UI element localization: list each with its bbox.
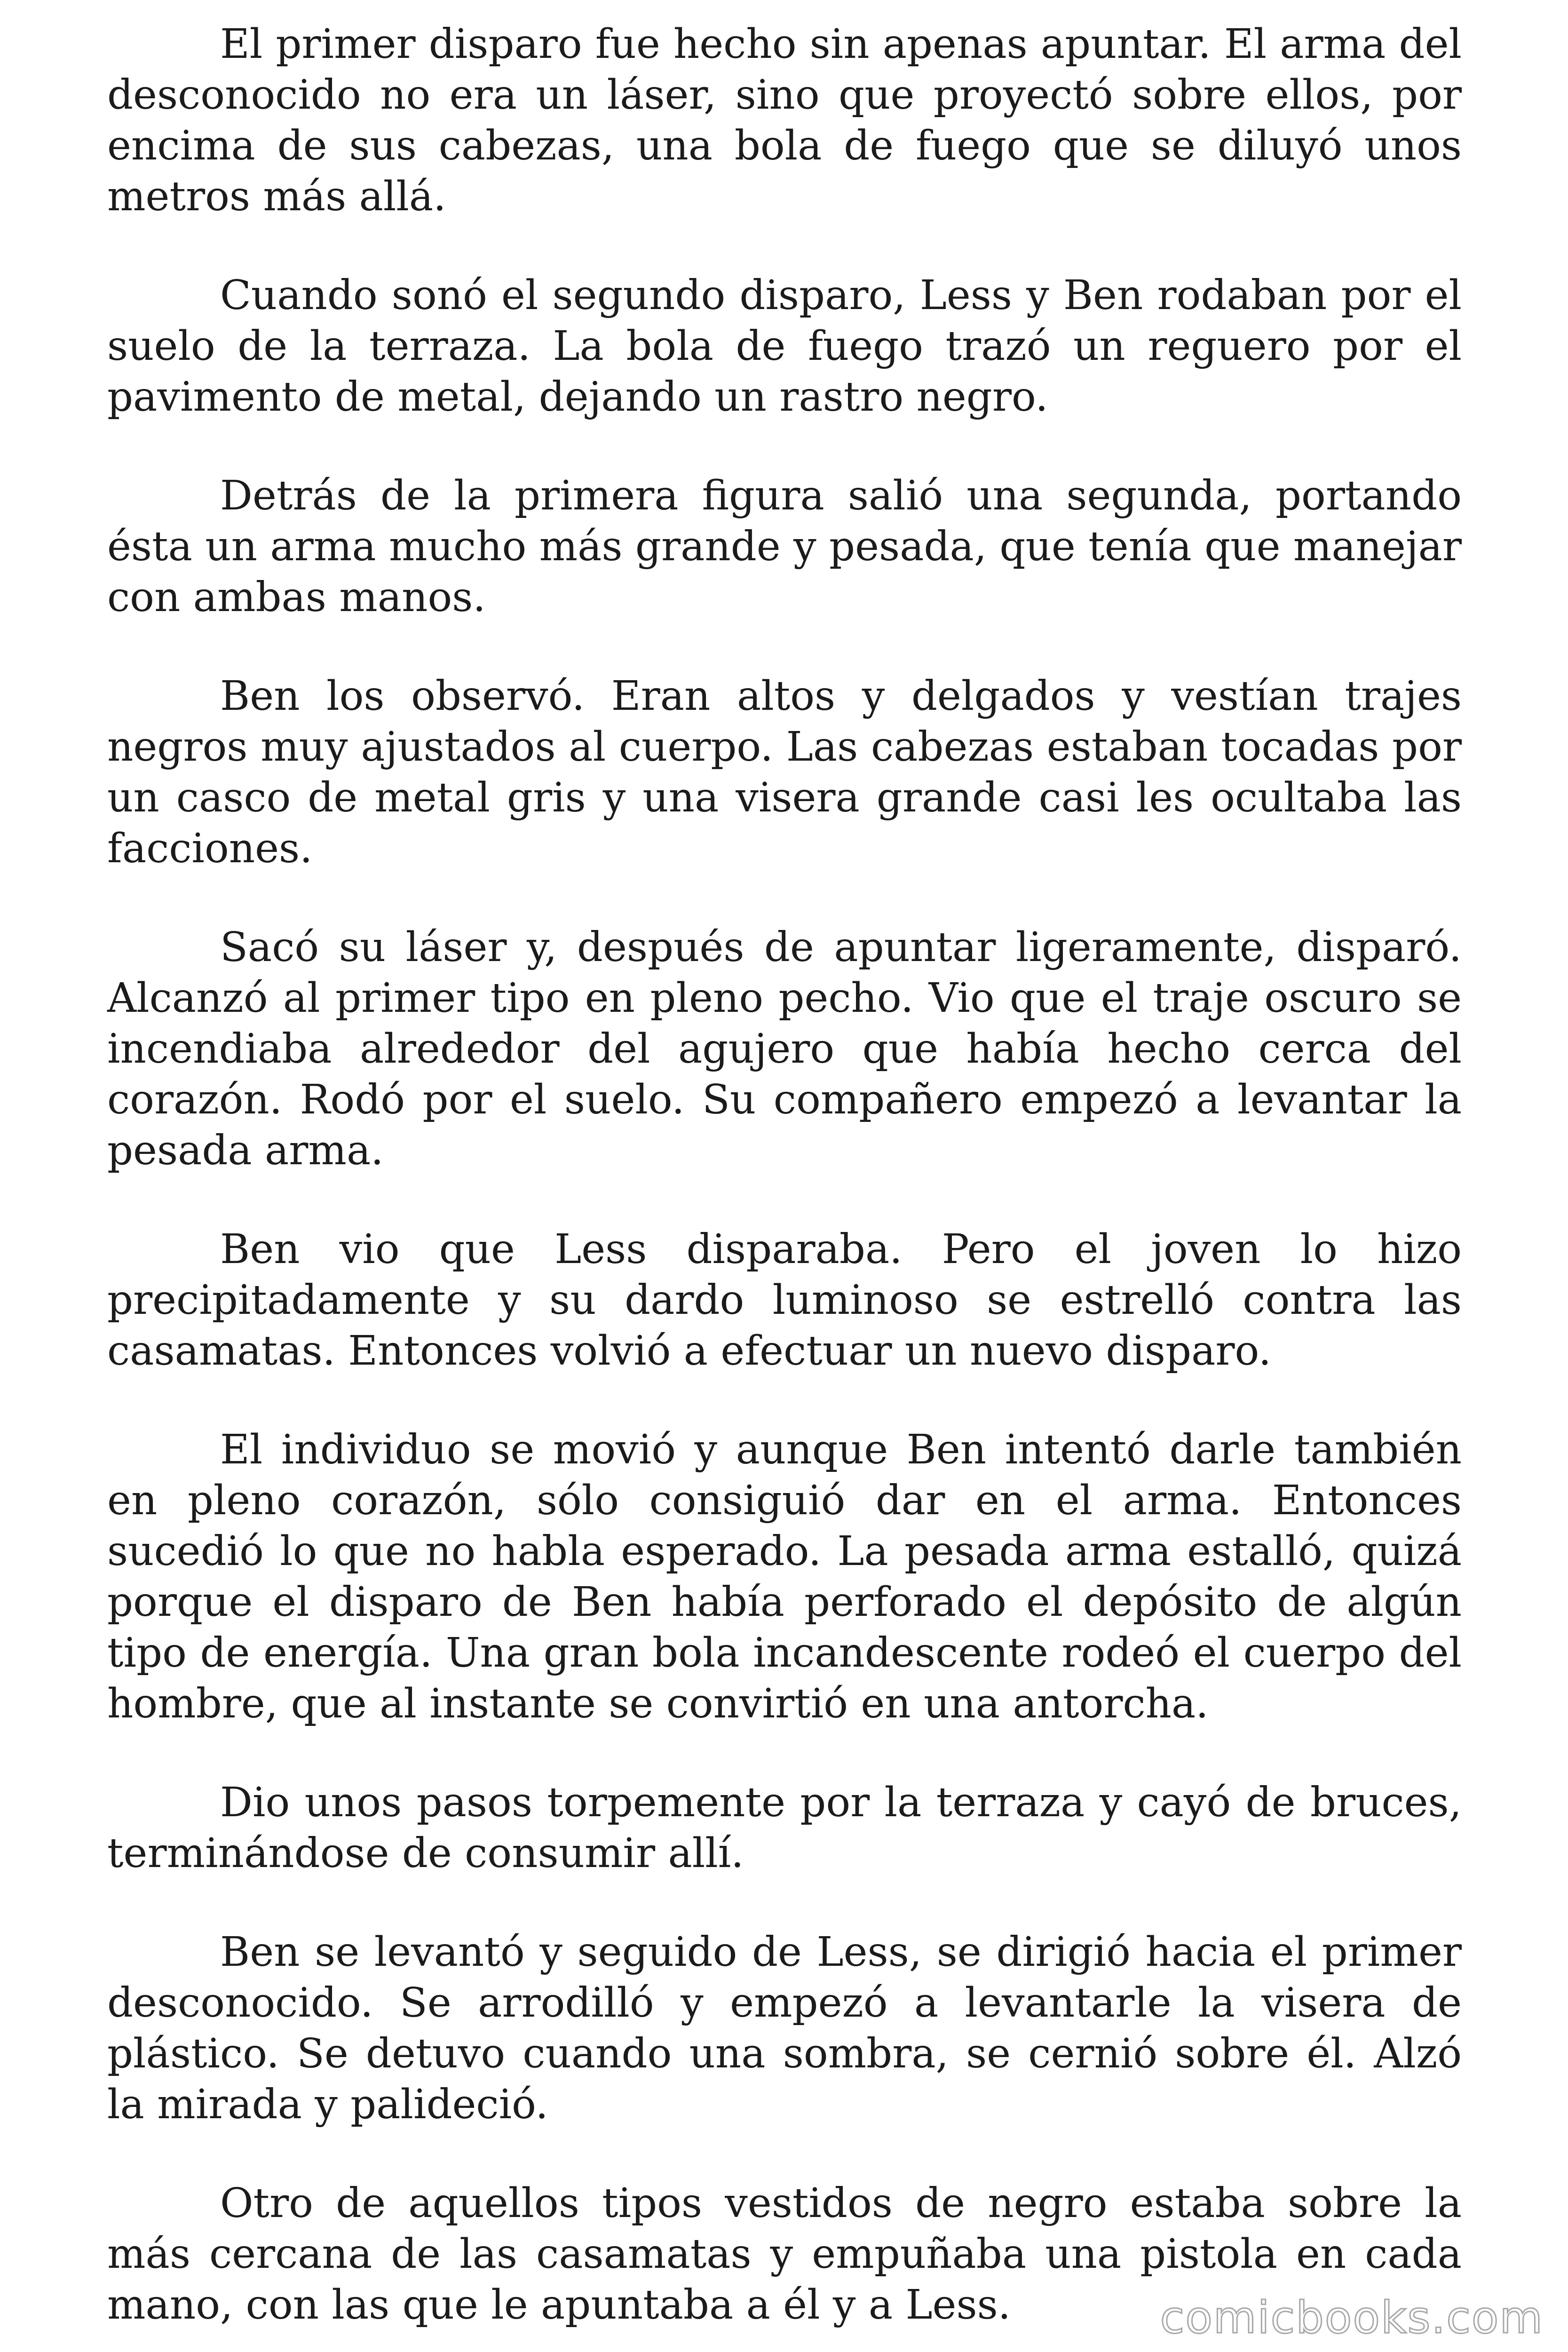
paragraph-5: Sacó su láser y, después de apuntar ligeramente, disparó. Alcanzó al primer tipo en pleno pecho. Vio que el traje oscuro se incendiaba alrededor del agujero que había hecho cerca del corazón. Rodó por el suelo. Su compañero empezó a levantar la pesada arma. [107, 924, 1462, 1174]
paragraph-9: Ben se levantó y seguido de Less, se dirigió hacia el primer desconocido. Se arrodilló y empezó a levantarle la visera de plástico. Se detuvo cuando una sombra, se cernió sobre él. Alzó la mirada y palideció. [107, 1929, 1462, 2128]
paragraph-6: Ben vio que Less disparaba. Pero el joven lo hizo precipitadamente y su dardo luminoso se estrelló contra las casamatas. Entonces volvió a efectuar un nuevo disparo. [107, 1226, 1462, 1375]
watermark: comicbooks.com [1160, 2292, 1544, 2344]
paragraph-2: Cuando sonó el segundo disparo, Less y Ben rodaban por el suelo de la terraza. La bola de fuego trazó un reguero por el pavimento de metal, dejando un rastro negro. [107, 272, 1462, 421]
paragraph-8: Dio unos pasos torpemente por la terraza y cayó de bruces, terminándose de consumir allí. [107, 1779, 1462, 1877]
paragraph-3: Detrás de la primera figura salió una segunda, portando ésta un arma mucho más grande y pesada, que tenía que manejar con ambas manos. [107, 472, 1462, 621]
page-body [107, 19, 1462, 2352]
paragraph-4: Ben los observó. Eran altos y delgados y vestían trajes negros muy ajustados al cuerpo. Las cabezas estaban tocadas por un casco de metal gris y una visera grande casi les ocultaba las facciones. [107, 673, 1462, 872]
paragraph-7: El individuo se movió y aunque Ben intentó darle también en pleno corazón, sólo consiguió dar en el arma. Entonces sucedió lo que no habla esperado. La pesada arma estalló, quizá porque el disparo de Ben había perforado el depósito de algún tipo de energía. Una gran bola incandescente rodeó el cuerpo del hombre, que al instante se convirtió en una antorcha. [107, 1426, 1462, 1727]
paragraph-10: Otro de aquellos tipos vestidos de negro estaba sobre la más cercana de las casamatas y empuñaba una pistola en cada mano, con las que le apuntaba a él y a Less. [107, 2180, 1462, 2328]
paragraph-1: El primer disparo fue hecho sin apenas apuntar. El arma del desconocido no era un láser, sino que proyectó sobre ellos, por encima de sus cabezas, una bola de fuego que se diluyó unos metros más allá. [107, 21, 1462, 220]
